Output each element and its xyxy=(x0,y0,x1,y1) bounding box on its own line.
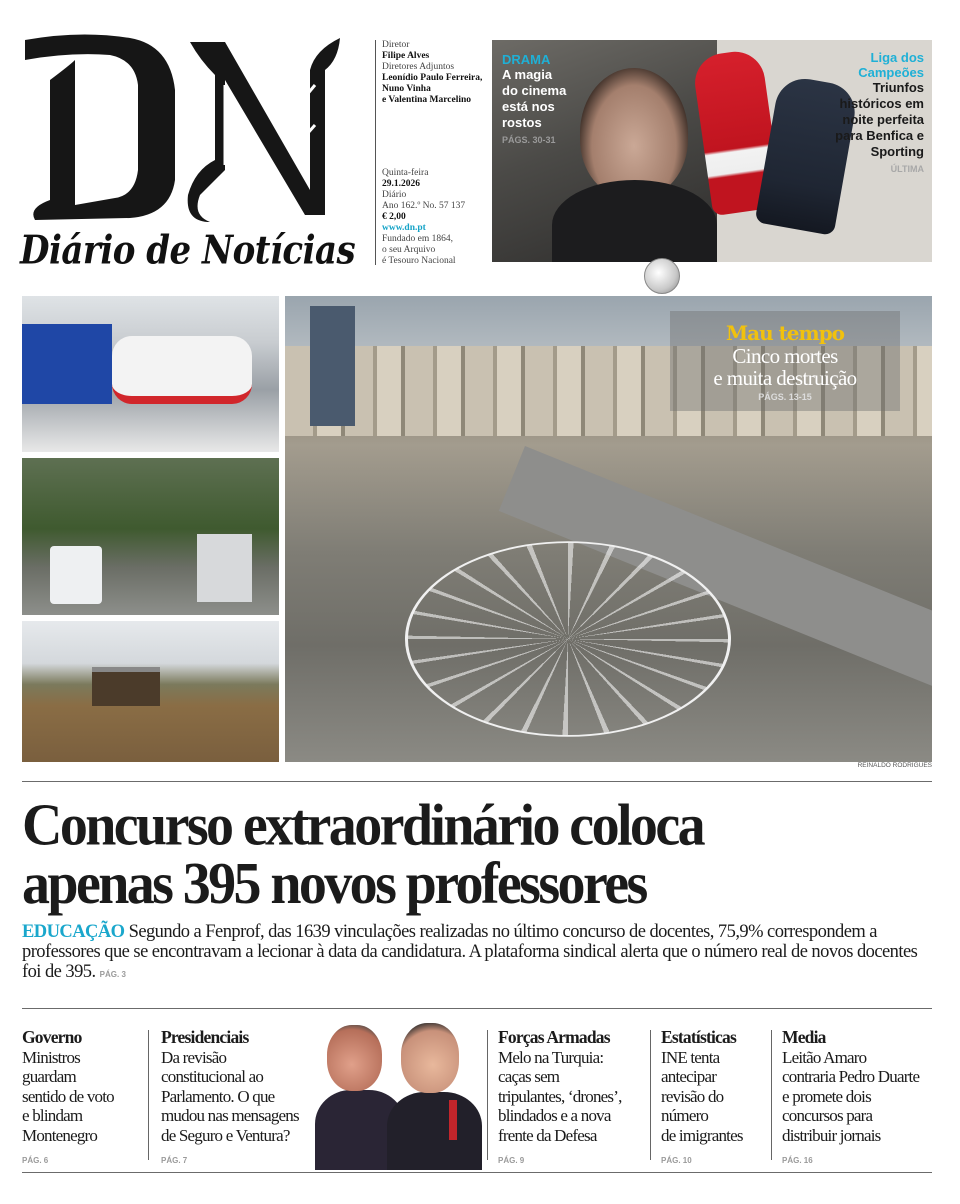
deputy-name: Leonídio Paulo Ferreira, xyxy=(382,73,483,83)
brief-section: Forças Armadas xyxy=(498,1027,610,1047)
photo-credit: REINALDO RODRIGUES xyxy=(857,762,932,769)
brief-line: constitucional ao xyxy=(161,1067,264,1086)
brief-line: mudou nas mensagens xyxy=(161,1106,299,1125)
brief-line: Parlamento. O que xyxy=(161,1086,275,1106)
brief-line: e promete dois xyxy=(782,1086,871,1106)
lead-tag: EDUCAÇÃO xyxy=(22,922,125,942)
brief-page: PÁG. 16 xyxy=(782,1156,813,1165)
sport-headline-line: para Benfica e xyxy=(835,128,924,143)
brief-page: PÁG. 6 xyxy=(22,1156,49,1165)
price: € 2,00 xyxy=(382,212,406,222)
divider xyxy=(22,1172,932,1173)
deputies-label: Diretores Adjuntos xyxy=(382,62,455,72)
weather-pages: PÁGS. 13-15 xyxy=(758,392,812,402)
brief-line: concursos para xyxy=(782,1106,873,1125)
photo-damaged-planes xyxy=(22,296,279,452)
brief-line: distribuir jornais xyxy=(782,1125,881,1145)
dn-logo xyxy=(20,30,350,230)
weekday: Quinta-feira xyxy=(382,168,429,178)
photo-flooded-road xyxy=(22,621,279,762)
brief-line: frente da Defesa xyxy=(498,1125,597,1145)
brief-line: revisão do xyxy=(661,1086,724,1106)
sport-pages: ÚLTIMA xyxy=(890,164,924,174)
website-link[interactable]: www.dn.pt xyxy=(382,223,426,233)
drama-tag: DRAMA xyxy=(502,52,551,67)
top-teaser-panel[interactable] xyxy=(492,40,932,262)
brief-presidenciais[interactable] xyxy=(161,1028,321,1171)
column-divider xyxy=(487,1030,488,1160)
brief-media[interactable] xyxy=(782,1028,942,1171)
brief-forcas-armadas[interactable] xyxy=(498,1028,648,1171)
divider xyxy=(22,1008,932,1009)
issue-number: Ano 162.º No. 57 137 xyxy=(382,201,466,211)
football-icon xyxy=(644,258,680,294)
brief-governo[interactable] xyxy=(22,1028,147,1171)
dn-blackletter-icon xyxy=(20,30,350,230)
drama-headline-line: está nos xyxy=(502,99,555,114)
sport-tag: Liga dos xyxy=(870,50,924,65)
drama-teaser[interactable] xyxy=(502,52,612,145)
lead-headline-line: apenas 395 novos professores xyxy=(22,851,646,917)
brief-page: PÁG. 9 xyxy=(498,1156,525,1165)
brief-line: e blindam xyxy=(22,1106,83,1125)
brief-line: de Seguro e Ventura? xyxy=(161,1125,290,1145)
brief-page: PÁG. 7 xyxy=(161,1156,188,1165)
brief-section: Media xyxy=(782,1027,826,1047)
weather-teaser[interactable] xyxy=(670,311,900,411)
director-label: Diretor xyxy=(382,40,410,50)
sport-teaser[interactable] xyxy=(814,50,924,174)
photo-candidates xyxy=(305,1020,485,1170)
brief-line: Ministros xyxy=(22,1047,80,1067)
drama-headline-line: A magia xyxy=(502,67,553,82)
brief-line: antecipar xyxy=(661,1067,717,1086)
brief-line: tripulantes, ‘drones’, xyxy=(498,1086,622,1106)
deputy-name: Nuno Vinha xyxy=(382,84,431,94)
weather-headline-line: Cinco mortes xyxy=(732,344,838,368)
weather-tag: Mau tempo xyxy=(725,321,845,345)
brief-line: Melo na Turquia: xyxy=(498,1047,604,1067)
frequency: Diário xyxy=(382,190,407,200)
brief-line: Da revisão xyxy=(161,1047,227,1067)
deputy-name: e Valentina Marcelino xyxy=(382,95,472,105)
brief-line: caças sem xyxy=(498,1067,560,1086)
masthead-name: Diário de Notícias xyxy=(20,228,356,274)
director-name: Filipe Alves xyxy=(382,51,430,61)
drama-pages: PÁGS. 30-31 xyxy=(502,135,556,145)
photo-road-repair-crews xyxy=(22,458,279,615)
lead-headline-line: Concurso extraordinário coloca xyxy=(22,792,703,858)
brief-line: sentido de voto xyxy=(22,1086,114,1106)
founded-line: é Tesouro Nacional xyxy=(382,256,456,266)
drama-headline-line: do cinema xyxy=(502,83,567,98)
weather-headline-line: e muita destruição xyxy=(713,366,857,390)
drama-headline-line: rostos xyxy=(502,115,542,130)
founded-line: Fundado em 1864, xyxy=(382,234,453,244)
brief-line: Montenegro xyxy=(22,1125,98,1145)
sport-headline-line: históricos em xyxy=(839,96,924,111)
sport-tag: Campeões xyxy=(858,65,924,80)
lead-page: PÁG. 3 xyxy=(99,970,126,979)
issue-date: 29.1.2026 xyxy=(382,179,420,189)
brief-line: INE tenta xyxy=(661,1047,720,1067)
brief-line: contraria Pedro Duarte xyxy=(782,1067,920,1086)
brief-line: blindados e a nova xyxy=(498,1106,611,1125)
brief-line: de imigrantes xyxy=(661,1125,743,1145)
brief-section: Governo xyxy=(22,1027,82,1047)
brief-page: PÁG. 10 xyxy=(661,1156,692,1165)
column-divider xyxy=(148,1030,149,1160)
brief-section: Estatísticas xyxy=(661,1027,736,1047)
column-divider xyxy=(650,1030,651,1160)
staff-box xyxy=(375,40,497,265)
divider xyxy=(22,781,932,782)
brief-line: número xyxy=(661,1106,709,1125)
brief-line: Leitão Amaro xyxy=(782,1047,867,1067)
sport-headline-line: Sporting xyxy=(870,144,924,159)
brief-line: guardam xyxy=(22,1067,76,1086)
sport-headline-line: Triunfos xyxy=(872,80,924,95)
lead-headline[interactable] xyxy=(22,792,942,917)
sport-headline-line: noite perfeita xyxy=(842,112,924,127)
brief-section: Presidenciais xyxy=(161,1027,249,1047)
founded-line: o seu Arquivo xyxy=(382,245,436,255)
column-divider xyxy=(771,1030,772,1160)
brief-estatisticas[interactable] xyxy=(661,1028,766,1171)
lead-lede xyxy=(22,922,937,985)
lead-lede-text: Segundo a Fenprof, das 1639 vinculações realizadas no último concurso de docentes, 75,9% correspondem a professores que se encontravam a lecionar à data da candidatura. A plataforma sindical alerta que o número real de novos docentes foi de 395. xyxy=(22,922,918,982)
